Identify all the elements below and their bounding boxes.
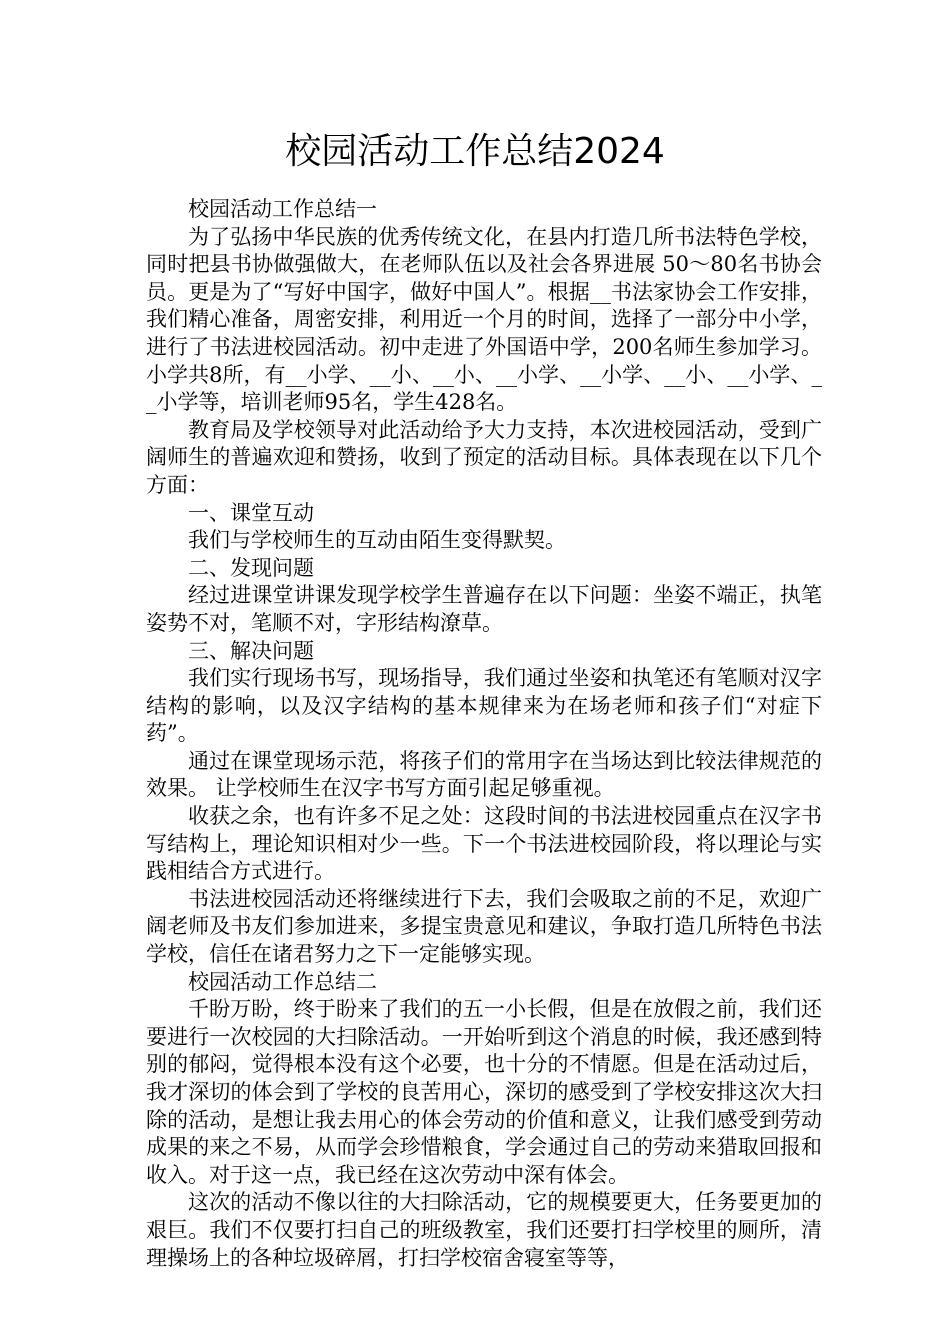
- paragraph: 我们与学校师生的互动由陌生变得默契。: [188, 528, 566, 553]
- paragraph: 千盼万盼，终于盼来了我们的五一小长假，但是在放假之前，我们还要进行一次校园的大扫除活动。一开始听到这个消息的时候，我还感到特别的郁闷，觉得根本没有这个必要，也十分的不情愿。但是在活动过后，我才深切的体会到了学校的良苦用心，深切的感受到了学校安排这次大扫除的活动，是想让我去用心的体会劳动的价值和意义，让我们感受到劳动成果的来之不易，从而学会珍惜粮食，学会通过自己的劳动来猎取回报和收入。对于这一点，我已经在这次劳动中深有体会。: [146, 997, 822, 1187]
- paragraph: 经过进课堂讲课发现学校学生普遍存在以下问题：坐姿不端正，执笔姿势不对，笔顺不对，字形结构潦草。: [146, 583, 822, 635]
- document-title: 校园活动工作总结2024: [285, 131, 665, 172]
- subheading-problems-solved: 三、解决问题: [188, 638, 314, 663]
- paragraph: 这次的活动不像以往的大扫除活动，它的规模要更大，任务要更加的艰巨。我们不仅要打扫自己的班级教室，我们还要打扫学校里的厕所，清理操场上的各种垃圾碎屑，打扫学校宿舍寝室等等，: [146, 1190, 822, 1270]
- paragraph: 为了弘扬中华民族的优秀传统文化，在县内打造几所书法特色学校，同时把县书协做强做大，在老师队伍以及社会各界进展 50～80名书协会员。更是为了“写好中国字，做好中国人”。根据__书法家协会工作安排，我们精心准备，周密安排，利用近一个月的时间，选择了一部分中小学，进行了书法进校园活动。初中走进了外国语中学，200名师生参加学习。小学共8所，有__小学、__小、__小、__小学、__小学、__小、__小学、__小学等，培训老师95名，学生428名。: [146, 224, 822, 415]
- paragraph: 书法进校园活动还将继续进行下去，我们会吸取之前的不足，欢迎广阔老师及书友们参加进来，多提宝贵意见和建议，争取打造几所特色书法学校，信任在诸君努力之下一定能够实现。: [146, 886, 822, 967]
- paragraph: 教育局及学校领导对此活动给予大力支持，本次进校园活动，受到广阔师生的普遍欢迎和赞扬，收到了预定的活动目标。具体表现在以下几个方面：: [146, 417, 822, 497]
- paragraph: 我们实行现场书写，现场指导，我们通过坐姿和执笔还有笔顺对汉字结构的影响，以及汉字结构的基本规律来为在场老师和孩子们“对症下药”。: [146, 666, 822, 746]
- document-body: [146, 196, 822, 1272]
- paragraph: 收获之余，也有许多不足之处：这段时间的书法进校园重点在汉字书写结构上，理论知识相对少一些。下一个书法进校园阶段，将以理论与实践相结合方式进行。: [146, 804, 822, 884]
- section-heading-1: 校园活动工作总结一: [188, 197, 377, 221]
- section-heading-2: 校园活动工作总结二: [188, 969, 377, 994]
- paragraph: 通过在课堂现场示范，将孩子们的常用字在当场达到比较法律规范的效果。 让学校师生在汉字书写方面引起足够重视。: [146, 748, 822, 801]
- subheading-classroom-interaction: 一、课堂互动: [188, 500, 314, 525]
- subheading-problems-found: 二、发现问题: [188, 555, 314, 580]
